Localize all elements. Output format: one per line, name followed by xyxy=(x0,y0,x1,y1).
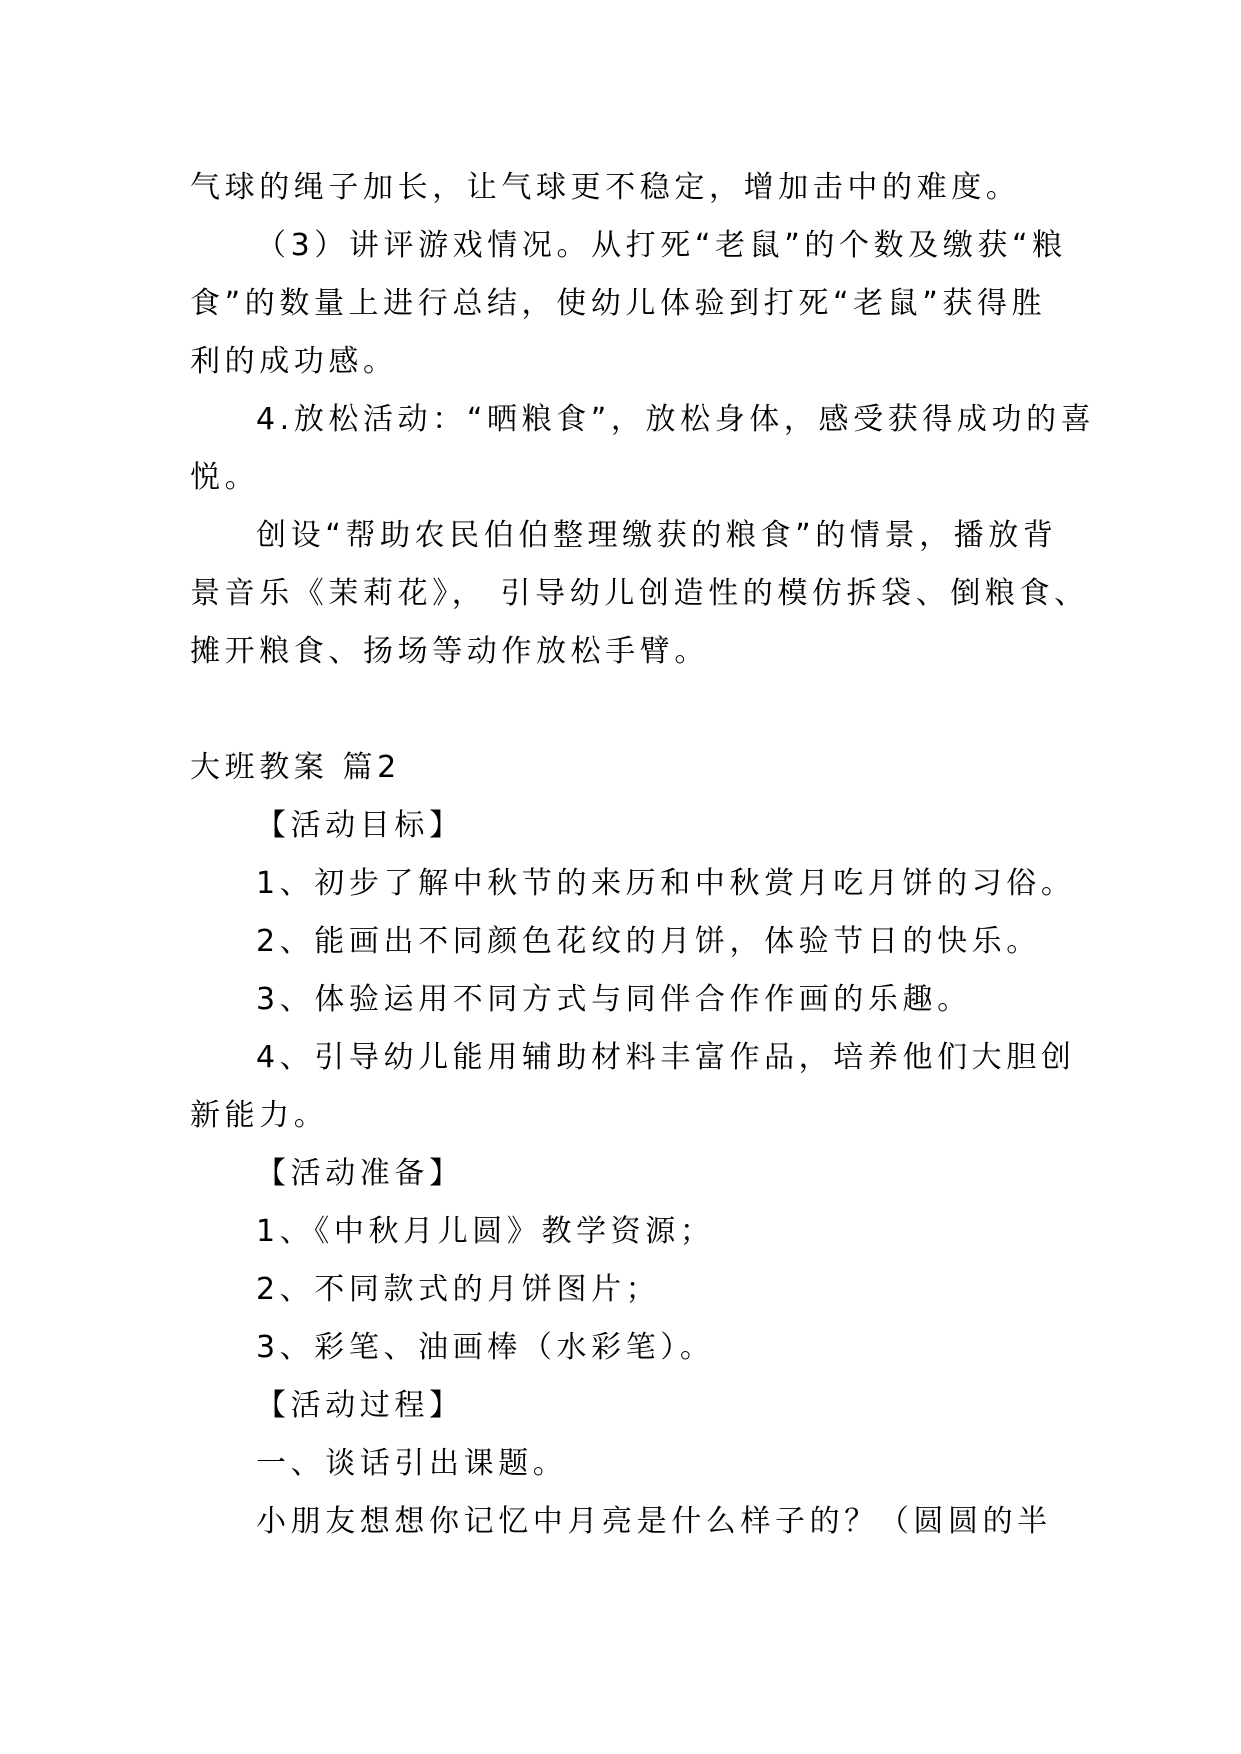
paragraph-line: 摊开粮食、扬场等动作放松手臂。 xyxy=(190,634,709,669)
paragraph-line: 景音乐《茉莉花》， 引导幼儿创造性的模仿拆袋、倒粮食、 xyxy=(190,576,1089,611)
subsection-heading: 【活动过程】 xyxy=(256,1388,464,1423)
list-item-continuation: 新能力。 xyxy=(190,1098,329,1133)
paragraph-line: （3）讲评游戏情况。从打死“老鼠”的个数及缴获“粮 xyxy=(256,228,1067,263)
list-item: 2、不同款式的月饼图片； xyxy=(256,1272,661,1307)
subsection-heading: 【活动准备】 xyxy=(256,1156,464,1191)
paragraph-line: 小朋友想想你记忆中月亮是什么样子的？（圆圆的半 xyxy=(256,1504,1052,1539)
paragraph-line: 创设“帮助农民伯伯整理缴获的粮食”的情景，播放背 xyxy=(256,518,1058,553)
section-title: 大班教案 篇2 xyxy=(190,750,401,785)
list-item: 2、能画出不同颜色花纹的月饼，体验节日的快乐。 xyxy=(256,924,1041,959)
list-item: 3、体验运用不同方式与同伴合作作画的乐趣。 xyxy=(256,982,972,1017)
subsection-heading: 【活动目标】 xyxy=(256,808,464,843)
paragraph-line: 利的成功感。 xyxy=(190,344,398,379)
list-item: 4、引导幼儿能用辅助材料丰富作品，培养他们大胆创 xyxy=(256,1040,1076,1075)
list-item: 3、彩笔、油画棒（水彩笔）。 xyxy=(256,1330,715,1365)
list-item: 1、初步了解中秋节的来历和中秋赏月吃月饼的习俗。 xyxy=(256,866,1076,901)
paragraph-line: 气球的绳子加长，让气球更不稳定，增加击中的难度。 xyxy=(190,170,1021,205)
paragraph-line: 悦。 xyxy=(190,460,260,495)
step-heading: 一、谈话引出课题。 xyxy=(256,1446,568,1481)
paragraph-line: 食”的数量上进行总结，使幼儿体验到打死“老鼠”获得胜 xyxy=(190,286,1047,321)
paragraph-line: 4.放松活动：“晒粮食”，放松身体，感受获得成功的喜 xyxy=(256,402,1096,437)
list-item: 1、《中秋月儿圆》教学资源； xyxy=(256,1214,715,1249)
